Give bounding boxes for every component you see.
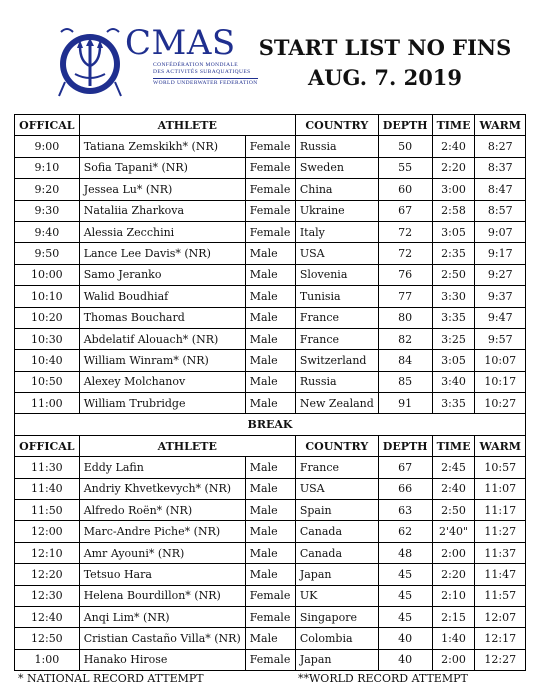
official-cell: 12:20 — [15, 564, 80, 585]
official-cell: 11:00 — [15, 393, 80, 414]
depth-cell: 55 — [378, 157, 432, 178]
country-cell: France — [295, 307, 378, 328]
warm-cell: 8:47 — [475, 179, 526, 200]
header-official: OFFICAL — [15, 115, 80, 136]
logo-subtitle-line2: DES ACTIVITÉS SUBAQUATIQUES — [153, 69, 251, 75]
table-row — [15, 606, 526, 627]
logo-subtitle-line1: CONFÉDÉRATION MONDIALE — [153, 62, 239, 68]
athlete-name-cell: Sofia Tapani* (NR) — [79, 157, 245, 178]
time-cell: 2:58 — [432, 200, 475, 221]
official-cell: 9:00 — [15, 136, 80, 157]
official-cell: 10:50 — [15, 371, 80, 392]
official-cell: 12:40 — [15, 606, 80, 627]
official-cell: 12:00 — [15, 521, 80, 542]
depth-cell: 63 — [378, 500, 432, 521]
table-row — [15, 350, 526, 371]
athlete-name-cell: Thomas Bouchard — [79, 307, 245, 328]
gender-cell: Male — [245, 243, 295, 264]
warm-cell: 10:27 — [475, 393, 526, 414]
athlete-name-cell: William Winram* (NR) — [79, 350, 245, 371]
athlete-name-cell: Tetsuo Hara — [79, 564, 245, 585]
warm-cell: 9:47 — [475, 307, 526, 328]
gender-cell: Male — [245, 500, 295, 521]
country-cell: China — [295, 179, 378, 200]
depth-cell: 76 — [378, 264, 432, 285]
warm-cell: 11:27 — [475, 521, 526, 542]
country-cell: Slovenia — [295, 264, 378, 285]
warm-cell: 9:17 — [475, 243, 526, 264]
official-cell: 10:30 — [15, 328, 80, 349]
warm-cell: 11:07 — [475, 478, 526, 499]
depth-cell: 91 — [378, 393, 432, 414]
gender-cell: Female — [245, 179, 295, 200]
table-row — [15, 628, 526, 649]
warm-cell: 11:47 — [475, 564, 526, 585]
athlete-name-cell: Andriy Khvetkevych* (NR) — [79, 478, 245, 499]
time-cell: 2:50 — [432, 500, 475, 521]
time-cell: 2:00 — [432, 542, 475, 563]
gender-cell: Male — [245, 371, 295, 392]
warm-cell: 11:37 — [475, 542, 526, 563]
depth-cell: 45 — [378, 585, 432, 606]
start-list-table — [14, 114, 526, 671]
warm-cell: 8:57 — [475, 200, 526, 221]
gender-cell: Female — [245, 136, 295, 157]
gender-cell: Male — [245, 564, 295, 585]
gender-cell: Female — [245, 221, 295, 242]
country-cell: France — [295, 328, 378, 349]
country-cell: Canada — [295, 542, 378, 563]
warm-cell: 8:27 — [475, 136, 526, 157]
depth-cell: 72 — [378, 221, 432, 242]
time-cell: 3:40 — [432, 371, 475, 392]
table-row — [15, 286, 526, 307]
athlete-name-cell: Abdelatif Alouach* (NR) — [79, 328, 245, 349]
table-row — [15, 500, 526, 521]
header-warm-2: WARM — [475, 435, 526, 456]
official-cell: 10:00 — [15, 264, 80, 285]
header-time: TIME — [432, 115, 475, 136]
time-cell: 2'40" — [432, 521, 475, 542]
table-header-row-2 — [15, 435, 526, 456]
country-cell: Russia — [295, 371, 378, 392]
table-row — [15, 564, 526, 585]
table-row — [15, 478, 526, 499]
trident-emblem-icon — [55, 22, 125, 102]
country-cell: Switzerland — [295, 350, 378, 371]
table-row — [15, 264, 526, 285]
table-row — [15, 542, 526, 563]
table-row — [15, 307, 526, 328]
warm-cell: 10:17 — [475, 371, 526, 392]
warm-cell: 11:57 — [475, 585, 526, 606]
gender-cell: Male — [245, 478, 295, 499]
time-cell: 1:40 — [432, 628, 475, 649]
time-cell: 3:05 — [432, 350, 475, 371]
footnote-national: * NATIONAL RECORD ATTEMPT — [18, 672, 204, 685]
depth-cell: 82 — [378, 328, 432, 349]
gender-cell: Male — [245, 286, 295, 307]
logo-subtitle-line3: WORLD UNDERWATER FEDERATION — [153, 80, 258, 86]
time-cell: 2:00 — [432, 649, 475, 670]
depth-cell: 45 — [378, 564, 432, 585]
table-row — [15, 649, 526, 670]
gender-cell: Male — [245, 457, 295, 478]
gender-cell: Male — [245, 307, 295, 328]
depth-cell: 72 — [378, 243, 432, 264]
official-cell: 9:40 — [15, 221, 80, 242]
time-cell: 3:05 — [432, 221, 475, 242]
athlete-name-cell: Samo Jeranko — [79, 264, 245, 285]
time-cell: 3:35 — [432, 393, 475, 414]
title-block — [240, 34, 530, 94]
table-row — [15, 371, 526, 392]
gender-cell: Male — [245, 542, 295, 563]
athlete-name-cell: Alfredo Roën* (NR) — [79, 500, 245, 521]
time-cell: 3:25 — [432, 328, 475, 349]
warm-cell: 9:57 — [475, 328, 526, 349]
time-cell: 2:35 — [432, 243, 475, 264]
gender-cell: Female — [245, 200, 295, 221]
warm-cell: 9:27 — [475, 264, 526, 285]
header-country-2: COUNTRY — [295, 435, 378, 456]
table-row — [15, 243, 526, 264]
warm-cell: 9:07 — [475, 221, 526, 242]
warm-cell: 8:37 — [475, 157, 526, 178]
athlete-name-cell: Lance Lee Davis* (NR) — [79, 243, 245, 264]
gender-cell: Female — [245, 649, 295, 670]
warm-cell: 12:07 — [475, 606, 526, 627]
warm-cell: 12:27 — [475, 649, 526, 670]
header-official-2: OFFICAL — [15, 435, 80, 456]
table-row — [15, 328, 526, 349]
header-time-2: TIME — [432, 435, 475, 456]
athlete-name-cell: Helena Bourdillon* (NR) — [79, 585, 245, 606]
athlete-name-cell: Walid Boudhiaf — [79, 286, 245, 307]
table-row — [15, 136, 526, 157]
depth-cell: 66 — [378, 478, 432, 499]
header-country: COUNTRY — [295, 115, 378, 136]
table-header-row — [15, 115, 526, 136]
gender-cell: Male — [245, 521, 295, 542]
country-cell: Singapore — [295, 606, 378, 627]
depth-cell: 60 — [378, 179, 432, 200]
table-row — [15, 200, 526, 221]
country-cell: Canada — [295, 521, 378, 542]
athlete-name-cell: Amr Ayouni* (NR) — [79, 542, 245, 563]
time-cell: 3:30 — [432, 286, 475, 307]
header-warm: WARM — [475, 115, 526, 136]
country-cell: France — [295, 457, 378, 478]
country-cell: Japan — [295, 564, 378, 585]
header-depth: DEPTH — [378, 115, 432, 136]
athlete-name-cell: Hanako Hirose — [79, 649, 245, 670]
time-cell: 3:00 — [432, 179, 475, 200]
time-cell: 2:15 — [432, 606, 475, 627]
athlete-name-cell: Nataliia Zharkova — [79, 200, 245, 221]
country-cell: New Zealand — [295, 393, 378, 414]
athlete-name-cell: William Trubridge — [79, 393, 245, 414]
time-cell: 2:10 — [432, 585, 475, 606]
page-header — [0, 0, 541, 110]
country-cell: Tunisia — [295, 286, 378, 307]
official-cell: 10:20 — [15, 307, 80, 328]
time-cell: 2:20 — [432, 157, 475, 178]
athlete-name-cell: Tatiana Zemskikh* (NR) — [79, 136, 245, 157]
page-title: START LIST NO FINS — [258, 35, 512, 60]
header-depth-2: DEPTH — [378, 435, 432, 456]
time-cell: 2:40 — [432, 136, 475, 157]
depth-cell: 77 — [378, 286, 432, 307]
depth-cell: 85 — [378, 371, 432, 392]
country-cell: Ukraine — [295, 200, 378, 221]
depth-cell: 84 — [378, 350, 432, 371]
athlete-name-cell: Eddy Lafin — [79, 457, 245, 478]
depth-cell: 40 — [378, 628, 432, 649]
country-cell: USA — [295, 478, 378, 499]
country-cell: UK — [295, 585, 378, 606]
depth-cell: 40 — [378, 649, 432, 670]
official-cell: 11:40 — [15, 478, 80, 499]
gender-cell: Female — [245, 157, 295, 178]
country-cell: Italy — [295, 221, 378, 242]
warm-cell: 12:17 — [475, 628, 526, 649]
cmas-logo — [55, 22, 258, 102]
athlete-name-cell: Alessia Zecchini — [79, 221, 245, 242]
time-cell: 3:35 — [432, 307, 475, 328]
official-cell: 9:10 — [15, 157, 80, 178]
table-row — [15, 157, 526, 178]
header-athlete: ATHLETE — [79, 115, 295, 136]
official-cell: 12:10 — [15, 542, 80, 563]
warm-cell: 10:07 — [475, 350, 526, 371]
official-cell: 9:50 — [15, 243, 80, 264]
official-cell: 10:40 — [15, 350, 80, 371]
event-date: AUG. 7. 2019 — [307, 65, 463, 90]
table-row — [15, 457, 526, 478]
official-cell: 12:50 — [15, 628, 80, 649]
logo-wordmark: CMAS — [125, 23, 236, 63]
table-row — [15, 221, 526, 242]
official-cell: 12:30 — [15, 585, 80, 606]
time-cell: 2:40 — [432, 478, 475, 499]
table-row — [15, 393, 526, 414]
time-cell: 2:50 — [432, 264, 475, 285]
country-cell: Spain — [295, 500, 378, 521]
warm-cell: 10:57 — [475, 457, 526, 478]
official-cell: 1:00 — [15, 649, 80, 670]
country-cell: Colombia — [295, 628, 378, 649]
country-cell: Japan — [295, 649, 378, 670]
gender-cell: Female — [245, 585, 295, 606]
depth-cell: 80 — [378, 307, 432, 328]
gender-cell: Female — [245, 606, 295, 627]
official-cell: 9:20 — [15, 179, 80, 200]
athlete-name-cell: Alexey Molchanov — [79, 371, 245, 392]
gender-cell: Male — [245, 628, 295, 649]
warm-cell: 9:37 — [475, 286, 526, 307]
warm-cell: 11:17 — [475, 500, 526, 521]
gender-cell: Male — [245, 393, 295, 414]
official-cell: 11:30 — [15, 457, 80, 478]
table-row — [15, 179, 526, 200]
break-row — [15, 414, 526, 435]
official-cell: 9:30 — [15, 200, 80, 221]
group1-rows — [15, 136, 526, 414]
header-athlete-2: ATHLETE — [79, 435, 295, 456]
athlete-name-cell: Jessea Lu* (NR) — [79, 179, 245, 200]
athlete-name-cell: Anqi Lim* (NR) — [79, 606, 245, 627]
time-cell: 2:20 — [432, 564, 475, 585]
depth-cell: 48 — [378, 542, 432, 563]
depth-cell: 50 — [378, 136, 432, 157]
group2-rows — [15, 457, 526, 671]
gender-cell: Male — [245, 264, 295, 285]
official-cell: 11:50 — [15, 500, 80, 521]
country-cell: Russia — [295, 136, 378, 157]
time-cell: 2:45 — [432, 457, 475, 478]
footnote-world: **WORLD RECORD ATTEMPT — [298, 672, 468, 685]
depth-cell: 45 — [378, 606, 432, 627]
break-label: BREAK — [15, 414, 526, 435]
country-cell: USA — [295, 243, 378, 264]
depth-cell: 67 — [378, 457, 432, 478]
athlete-name-cell: Cristian Castaño Villa* (NR) — [79, 628, 245, 649]
official-cell: 10:10 — [15, 286, 80, 307]
depth-cell: 67 — [378, 200, 432, 221]
table-row — [15, 521, 526, 542]
gender-cell: Male — [245, 328, 295, 349]
athlete-name-cell: Marc-Andre Piche* (NR) — [79, 521, 245, 542]
gender-cell: Male — [245, 350, 295, 371]
table-row — [15, 585, 526, 606]
country-cell: Sweden — [295, 157, 378, 178]
depth-cell: 62 — [378, 521, 432, 542]
